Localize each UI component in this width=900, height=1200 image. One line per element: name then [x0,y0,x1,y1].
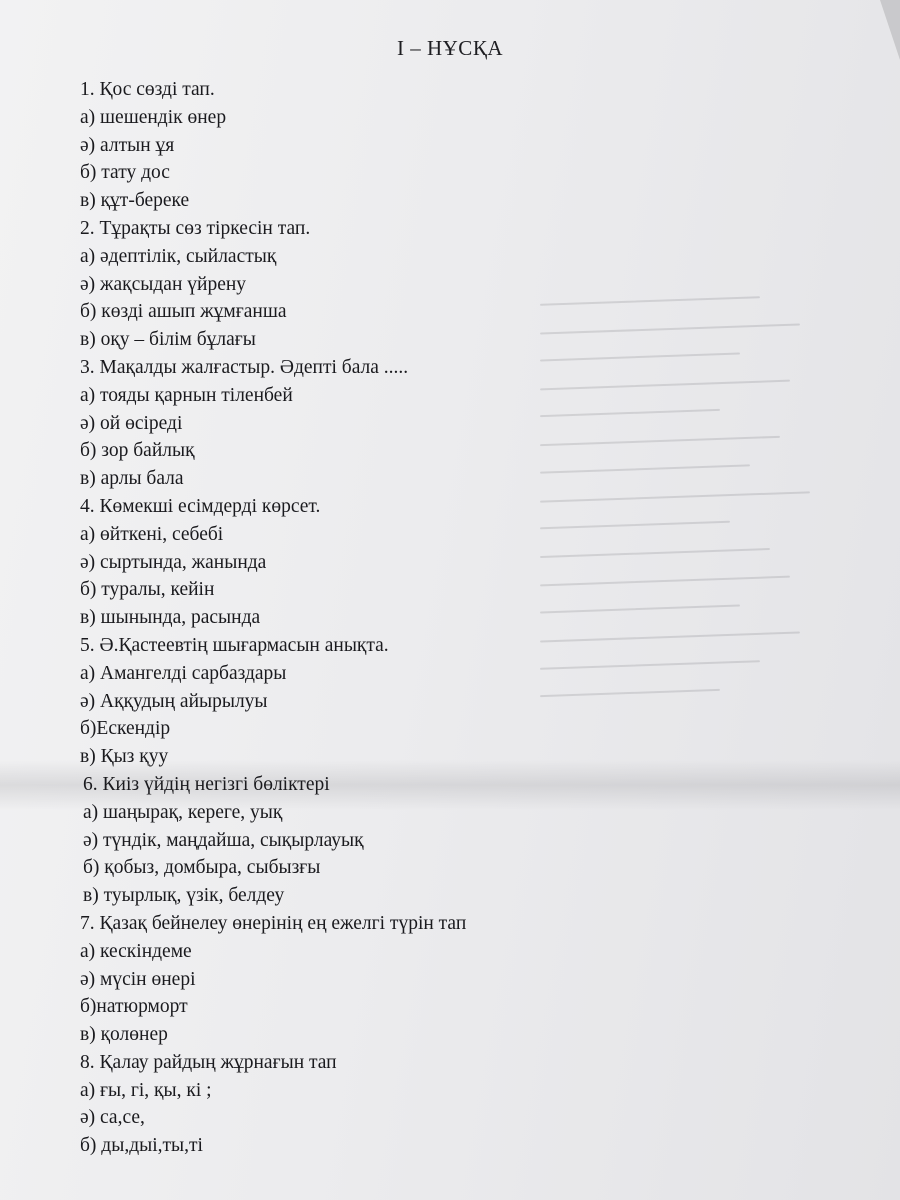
answer-option: в) туырлық, үзік, белдеу [83,885,285,907]
answer-option: б) зор байлық [80,440,195,462]
answer-option: в) шынында, расында [80,607,261,629]
question-list [80,76,860,1160]
question [80,215,860,354]
answer-option: ә) түндік, маңдайша, сықырлауық [83,829,364,851]
answer-option: в) құт-береке [80,190,190,212]
answer-option: в) қолөнер [80,1024,168,1046]
question-text: 7. Қазақ бейнелеу өнерінің ең ежелгі түрін тап [80,912,467,934]
answer-option: ә) Аққудың айырылуы [80,690,268,712]
question-text: 6. Киіз үйдің негізгі бөліктері [83,773,330,795]
answer-option: а) әдептілік, сыйластық [80,245,277,267]
answer-option: а) тояды қарнын тіленбей [80,384,293,406]
answer-option: б) ды,дыі,ты,ті [80,1135,203,1157]
answer-option: б) қобыз, домбыра, сыбызғы [83,857,321,879]
answer-option: а) Амангелді сарбаздары [80,662,287,684]
answer-option: ә) са,се, [80,1107,145,1129]
answer-option: а) шаңырақ, кереге, уық [83,801,283,823]
answer-option: б)натюрморт [80,996,188,1018]
question-text: 1. Қос сөзді тап. [80,79,215,100]
question-text: 2. Тұрақты сөз тіркесін тап. [80,217,311,239]
answer-option: б)Ескендір [80,718,171,740]
answer-option: ә) алтын ұя [80,134,175,156]
question [80,354,860,493]
answer-option: в) оқу – білім бұлағы [80,329,256,351]
answer-option: а) ғы, гі, қы, кі ; [80,1079,212,1101]
question [80,493,860,632]
answer-option: б) көзді ашып жұмғанша [80,301,287,323]
question-text: 3. Мақалды жалғастыр. Әдепті бала ..... [80,356,409,378]
answer-option: в) арлы бала [80,468,184,490]
page-title: I – НҰСҚА [396,36,503,60]
question-text: 8. Қалау райдың жұрнағын тап [80,1051,337,1073]
answer-option: а) өйткені, себебі [80,523,224,545]
question [80,76,860,215]
answer-option: ә) ой өсіреді [80,412,183,434]
question-text: 4. Көмекші есімдерді көрсет. [80,495,321,517]
question [80,1049,860,1160]
answer-option: а) кескіндеме [80,940,192,962]
answer-option: б) туралы, кейін [80,579,215,601]
question [80,632,860,771]
answer-option: ә) жақсыдан үйрену [80,273,247,295]
answer-option: ә) мүсін өнері [80,968,196,990]
question [80,771,860,910]
question-text: 5. Ә.Қастеевтің шығармасын анықта. [80,634,389,656]
answer-option: а) шешендік өнер [80,106,227,128]
answer-option: в) Қыз қуу [80,746,169,768]
answer-option: б) тату дос [80,162,170,184]
question [80,910,860,1049]
answer-option: ә) сыртында, жанында [80,551,267,573]
